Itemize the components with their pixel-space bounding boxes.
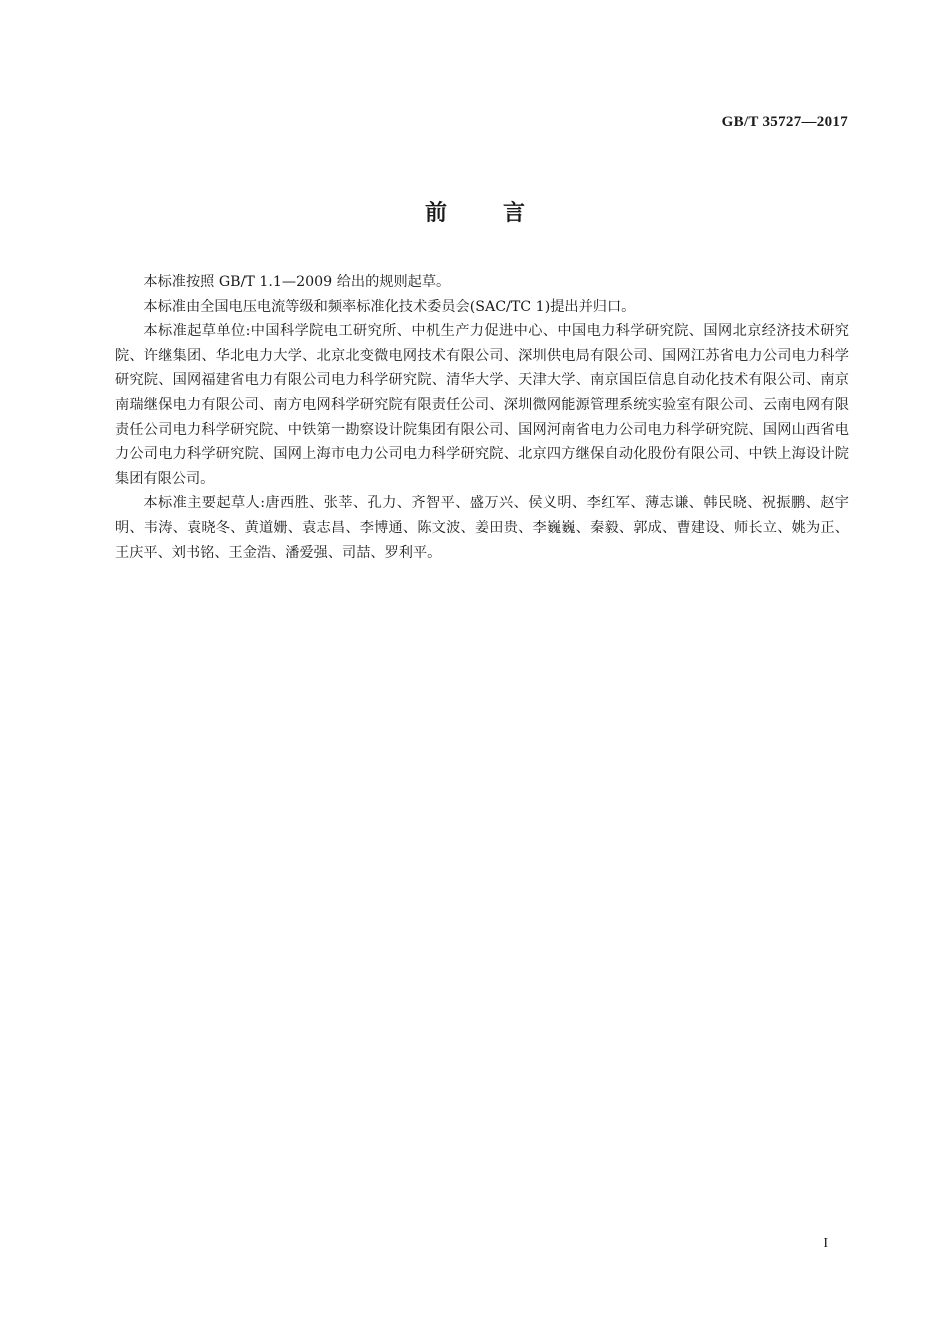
page-number: I <box>823 1236 828 1251</box>
paragraph-drafting-units: 本标准起草单位:中国科学院电工研究所、中机生产力促进中心、中国电力科学研究院、国网北京经济技术研究院、许继集团、华北电力大学、北京北变微电网技术有限公司、深圳供电局有限公司、国网江苏省电力公司电力科学研究院、国网福建省电力有限公司电力科学研究院、清华大学、天津大学、南京国臣信息自动化技术有限公司、南京南瑞继保电力有限公司、南方电网科学研究院有限责任公司、深圳微网能源管理系统实验室有限公司、云南电网有限责任公司电力科学研究院、中铁第一勘察设计院集团有限公司、国网河南省电力公司电力科学研究院、国网山西省电力公司电力科学研究院、国网上海市电力公司电力科学研究院、北京四方继保自动化股份有限公司、中铁上海设计院集团有限公司。 <box>115 323 849 487</box>
page-title: 前言 <box>424 201 581 226</box>
standard-code: GB/T 35727—2017 <box>721 114 848 130</box>
paragraph-proposer: 本标准由全国电压电流等级和频率标准化技术委员会(SAC/TC 1)提出并归口。 <box>143 298 636 315</box>
paragraph-drafters: 本标准主要起草人:唐西胜、张莘、孔力、齐智平、盛万兴、侯义明、李红军、薄志谦、韩民晓、祝振鹏、赵宇明、韦涛、袁晓冬、黄道姗、袁志昌、李博通、陈文波、姜田贵、李巍巍、秦毅、郭成、曹建设、师长立、姚为正、王庆平、刘书铭、王金浩、潘爱强、司喆、罗利平。 <box>115 495 849 561</box>
foreword-body <box>115 270 849 565</box>
paragraph-drafting-rules: 本标准按照 GB/T 1.1—2009 给出的规则起草。 <box>143 274 451 290</box>
